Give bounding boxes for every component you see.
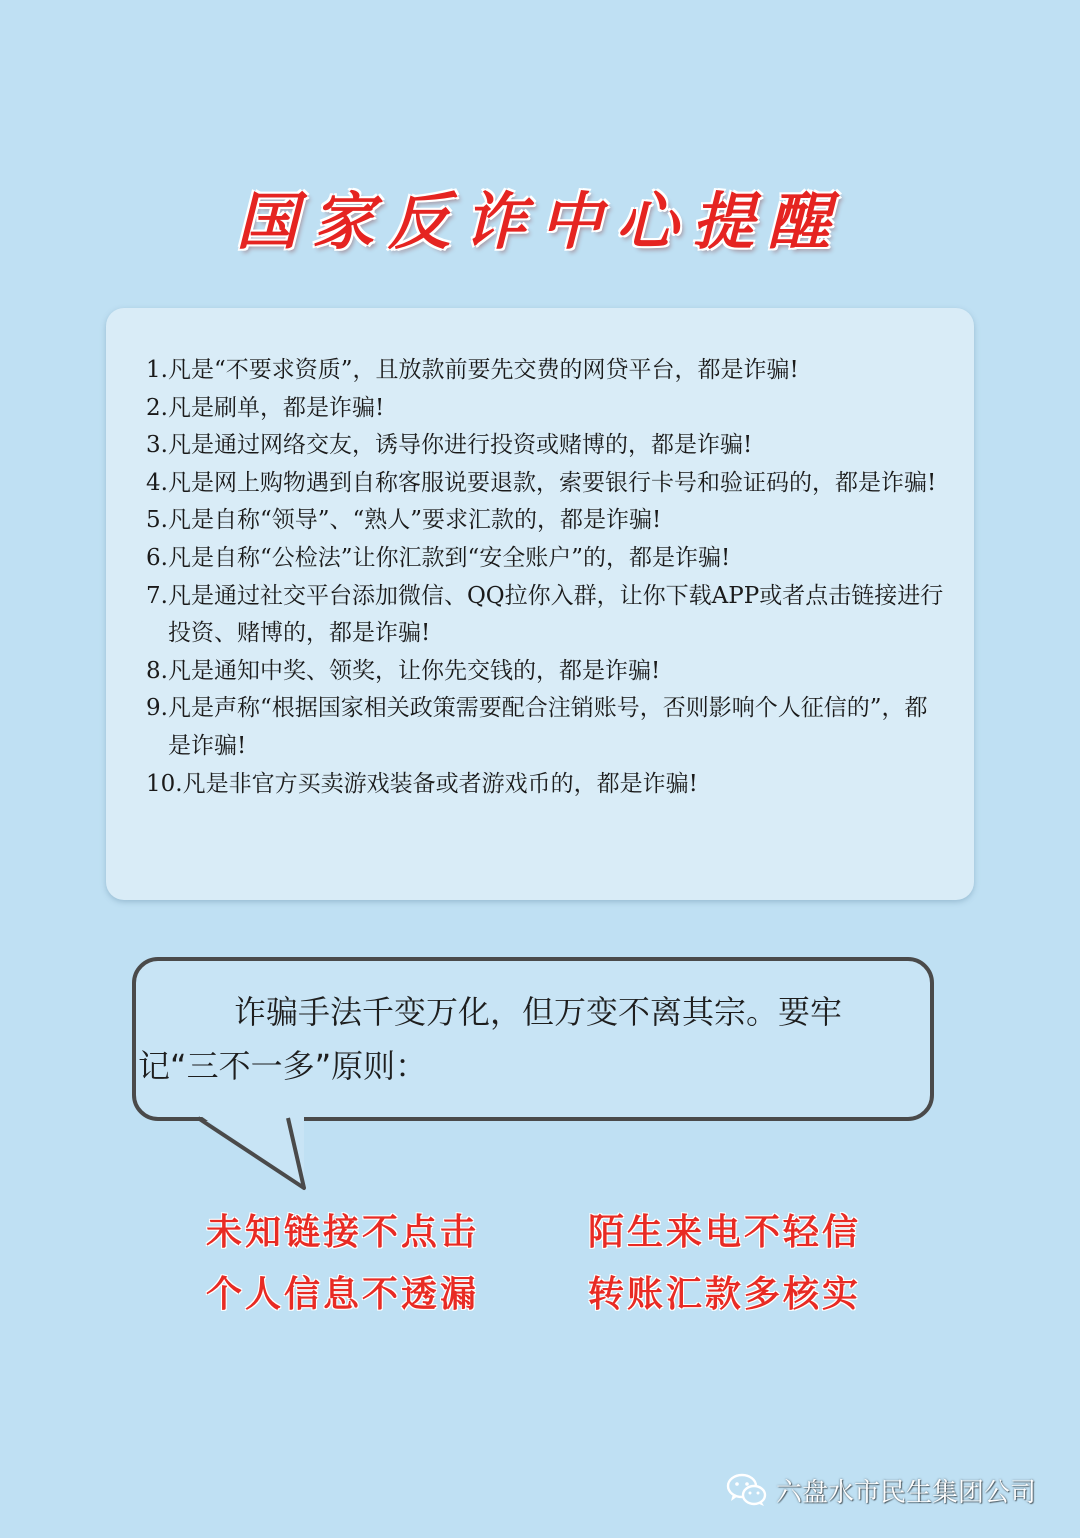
watermark xyxy=(726,1468,1036,1512)
notice-item: 9.凡是声称“根据国家相关政策需要配合注销账号，否则影响个人征信的”，都是诈骗! xyxy=(146,695,928,759)
notice-item: 5.凡是自称“领导”、“熟人”要求汇款的，都是诈骗! xyxy=(146,507,662,534)
account-name: 六盘水市民生集团公司 xyxy=(776,1477,1037,1508)
principle-stranger-calls: 陌生来电不轻信 xyxy=(588,1212,862,1253)
bubble-text: 诈骗手法千变万化，但万变不离其宗。要牢记“三不一多”原则： xyxy=(138,993,843,1085)
principle-unknown-links: 未知链接不点击 xyxy=(206,1212,480,1253)
notice-list xyxy=(146,352,946,803)
wechat-icon xyxy=(726,1472,768,1508)
notice-item: 6.凡是自称“公检法”让你汇款到“安全账户”的，都是诈骗! xyxy=(146,544,731,571)
notice-item: 3.凡是通过网络交友，诱导你进行投资或赌博的，都是诈骗! xyxy=(146,432,753,459)
notice-item: 4.凡是网上购物遇到自称客服说要退款，索要银行卡号和验证码的，都是诈骗! xyxy=(146,469,937,496)
notice-item: 8.凡是通知中奖、领奖，让你先交钱的，都是诈骗! xyxy=(146,657,661,684)
notice-item: 7.凡是通过社交平台添加微信、QQ拉你入群，让你下载APP或者点击链接进行投资、赌博的，都是诈骗! xyxy=(146,582,944,647)
speech-bubble-tail xyxy=(196,1112,316,1192)
notice-item: 10.凡是非官方买卖游戏装备或者游戏币的，都是诈骗! xyxy=(146,770,698,797)
notice-item: 2.凡是刷单，都是诈骗! xyxy=(146,394,385,421)
principle-personal-info: 个人信息不透漏 xyxy=(206,1274,480,1315)
principle-verify-transfers: 转账汇款多核实 xyxy=(588,1274,862,1315)
notice-item: 1.凡是“不要求资质”，且放款前要先交费的网贷平台，都是诈骗! xyxy=(146,357,799,383)
poster-title: 国家反诈中心提醒 xyxy=(235,185,844,258)
